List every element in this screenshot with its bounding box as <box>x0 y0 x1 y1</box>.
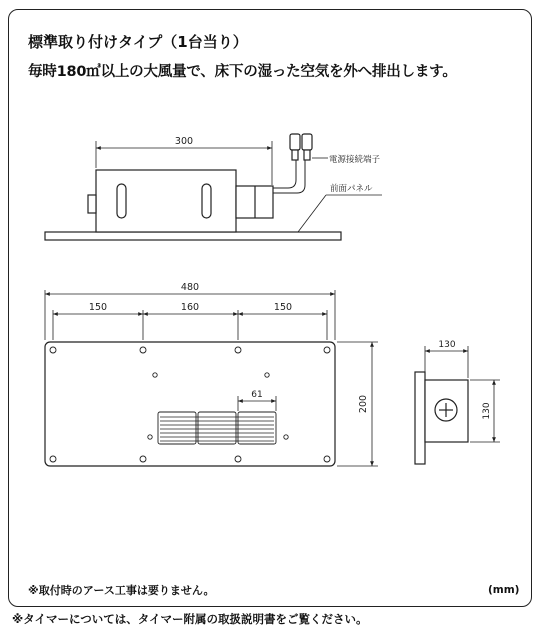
terminal-2 <box>302 134 312 150</box>
box-height-dim: 130 <box>482 402 492 420</box>
seg-right-dim: 150 <box>273 302 293 313</box>
unit-label: (mm) <box>488 584 520 596</box>
seg-left-dim: 150 <box>88 302 108 313</box>
total-width-dim: 480 <box>180 282 200 293</box>
timer-note: ※タイマーについては、タイマー附属の取扱説明書をご覧ください。 <box>12 612 368 626</box>
height-dim: 200 <box>358 394 369 414</box>
seg-mid-dim: 160 <box>180 302 200 313</box>
terminal-label: 電源接続端子 <box>329 155 381 165</box>
ground-note: ※取付時のアース工事は要りません。 <box>28 584 215 597</box>
box-width-dim: 130 <box>438 340 456 350</box>
front-panel <box>45 342 335 466</box>
front-panel-plate <box>45 232 341 240</box>
terminal-1 <box>290 134 300 150</box>
diagram-subtitle: 毎時180㎥以上の大風量で、床下の湿った空気を外へ排出します。 <box>28 64 457 80</box>
grille-dim: 61 <box>251 390 263 400</box>
front-view <box>45 290 378 466</box>
grille <box>158 412 276 444</box>
diagram-title: 標準取り付けタイプ（1台当り） <box>28 33 248 51</box>
panel-label: 前面パネル <box>330 184 373 194</box>
side-width-dim: 300 <box>174 136 194 147</box>
left-tab <box>88 195 96 213</box>
box-flange <box>415 372 425 464</box>
